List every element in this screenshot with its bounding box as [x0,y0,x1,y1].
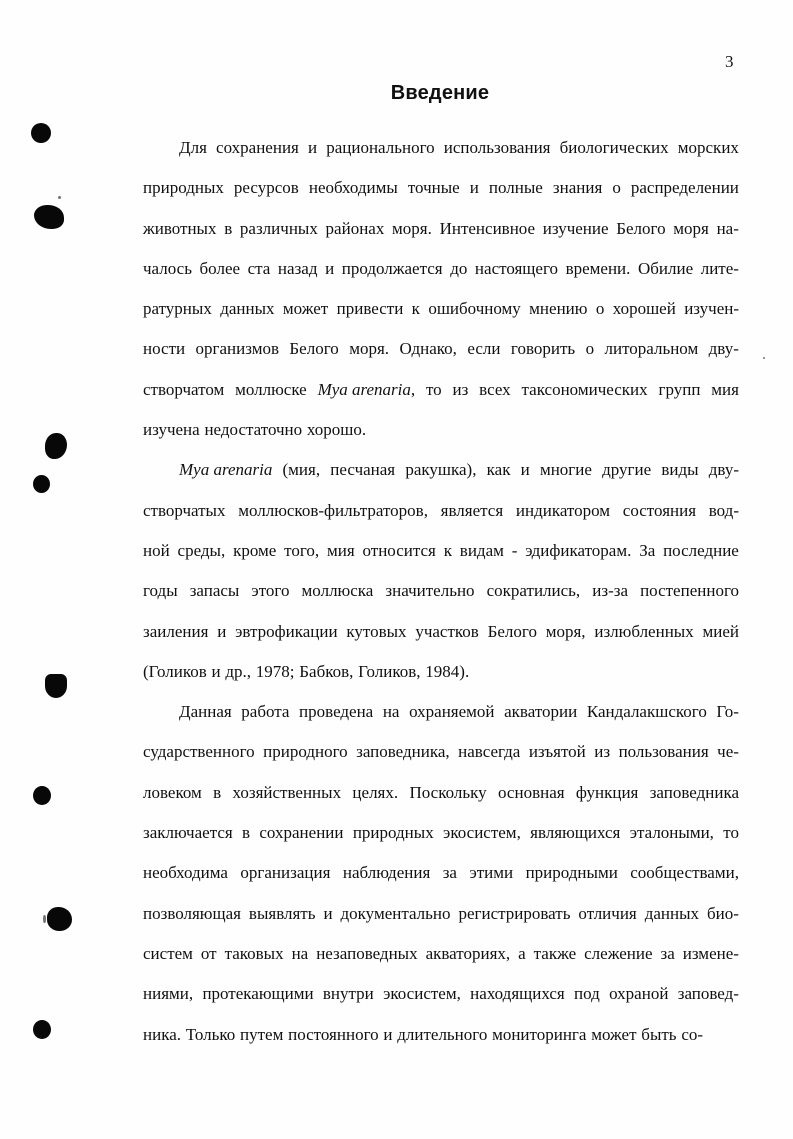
text-line [143,329,739,369]
word: данных [644,903,700,923]
punch-hole-mark [33,475,50,493]
word: Данная [179,702,232,722]
word: годы [143,581,178,601]
scan-speck [58,196,61,199]
word: относится [362,540,436,560]
word: створчатых [143,500,226,520]
word: постепенного [640,581,739,601]
word: состояния [622,500,697,520]
word: мией [702,621,739,641]
word: целях. [352,782,399,802]
word: длительного [397,1024,488,1044]
text-line [143,773,739,813]
text-line [143,934,739,974]
word: сохранения [216,138,299,157]
word: необходимы [308,178,398,198]
word: также [533,943,577,963]
punch-hole-mark [47,907,72,931]
word: отличия [578,903,637,923]
word: и [323,903,333,923]
word: хорошей [612,299,676,319]
word: лите- [700,258,739,278]
word: кроме [233,540,277,560]
word: и [217,621,227,641]
word: изучен- [684,299,739,319]
word: кутовых [346,621,407,641]
word: эдификаторам. [525,540,632,560]
word: моря, [545,621,586,641]
word: охраняемой [409,702,495,722]
word: таковых [224,943,284,963]
word: охраной [609,984,669,1004]
word: ракушка), [405,460,477,480]
word: Го- [716,702,739,722]
word: путем [240,1024,284,1044]
text-line [143,813,739,853]
text-line [143,450,739,490]
word: использования [443,138,551,157]
word: данных [220,299,275,319]
word: видам [459,540,504,560]
word: заповедника, [356,742,450,762]
text-line [143,732,739,772]
word: к [443,540,452,560]
word: может [282,299,329,319]
word: являющихся [530,823,621,843]
punch-hole-mark [34,205,64,229]
word: продолжается [341,258,443,278]
word: ста [247,258,271,278]
word: - [511,540,518,560]
word: хорошо. [306,420,367,440]
word: всех [479,379,511,399]
word: то [723,823,739,843]
word: 1984). [425,661,470,681]
word: другие [602,460,652,480]
word: в [224,218,233,238]
word: проведена [299,702,374,722]
punch-hole-mark [45,674,67,698]
text-line [143,692,739,732]
word: изъятой [528,742,586,762]
word: незаповедных [316,943,418,963]
word: экосистем, [383,984,461,1004]
word: более [199,258,241,278]
word: природного [263,742,348,762]
word: со- [681,1024,704,1044]
word: постоянного [288,1024,379,1044]
word: ниями, [143,984,194,1004]
word: этими [469,863,514,883]
word: позволяющая [143,903,241,923]
word: акватории [504,702,578,722]
word: и [211,661,221,681]
word: говорить [510,339,576,359]
word: навсегда [458,742,521,762]
word: Белого [487,621,537,641]
word: ности [143,339,186,359]
word: документально [340,903,451,923]
word: ловеком [143,782,202,802]
word: че- [717,742,739,762]
word: выявлять [248,903,316,923]
word: створчатом [143,379,225,399]
word: участков [415,621,479,641]
word: заповед- [677,984,739,1004]
word: мнению [529,299,588,319]
word: о [585,339,595,359]
word: систем [143,943,193,963]
text-line [143,894,739,934]
word: мия [326,540,355,560]
word: заповедника [649,782,739,802]
word: а [518,943,526,963]
word: био- [706,903,739,923]
word: мониторинга [492,1024,587,1044]
word: Кандалакшского [586,702,707,722]
word: среды, [177,540,226,560]
text-line [143,571,739,611]
word: чалось [143,258,192,278]
word: групп [658,379,701,399]
scan-speck [763,357,765,359]
word: индикатором [515,500,611,520]
word: из [452,379,469,399]
word: моря [673,218,709,238]
word: и [383,1024,393,1044]
word: биологических [559,138,669,157]
word: Для [179,138,207,157]
word: природными [525,863,618,883]
text-line [143,652,739,692]
word: Белого [616,218,666,238]
punch-hole-mark [33,786,51,805]
word: внутри [322,984,374,1004]
word: мия [711,379,739,399]
word: За [639,540,656,560]
word: знания [552,178,603,198]
word: то [425,379,442,399]
word: времени. [565,258,631,278]
word: распределении [630,178,739,198]
word: недостаточно [204,420,303,440]
punch-hole-mark [31,123,51,143]
word: если [467,339,501,359]
word: животных [143,218,217,238]
text-line [143,491,739,531]
body-text [143,128,739,1055]
word: ной [143,540,170,560]
word: о [612,178,621,198]
word: до [450,258,468,278]
word: сократились, [486,581,581,601]
word: песчаная [330,460,396,480]
word: из-за [592,581,628,601]
word: моря. [392,218,432,238]
word: заиления [143,621,209,641]
word: Только [185,1024,236,1044]
word: привести [336,299,404,319]
word: к [411,299,420,319]
word: Обилие [637,258,694,278]
word: наблюдения [342,863,431,883]
word: Интенсивное [439,218,536,238]
word: излюбленных [594,621,694,641]
word: ресурсов [233,178,299,198]
word: изучена [143,420,200,440]
word: изучение [542,218,609,238]
word: моллюска [301,581,374,601]
word: виды [661,460,699,480]
word: сохранении [259,823,344,843]
text-line [143,209,739,249]
word: ошибочному [428,299,521,319]
word: настоящего [474,258,558,278]
word: Голиков, [358,661,421,681]
word: за [442,863,457,883]
word: Mya arenaria, [317,379,416,399]
word: 1978; [255,661,295,681]
text-line [143,853,739,893]
word: эвтрофикации [235,621,338,641]
text-line [143,370,739,410]
word: организация [240,863,331,883]
word: слежение [584,943,653,963]
word: протекающими [202,984,314,1004]
word: на- [716,218,739,238]
word: Однако, [399,339,457,359]
word: запасы [189,581,240,601]
word: работа [241,702,290,722]
word: и [307,138,318,157]
punch-hole-mark [45,433,67,459]
word: от [200,943,217,963]
text-line [143,249,739,289]
word: природных [143,178,224,198]
word: организмов [195,339,279,359]
word: др., [225,661,252,681]
word: функция [575,782,639,802]
word: того, [284,540,320,560]
word: моллюске [235,379,307,399]
word: дву- [708,339,739,359]
text-line [143,1015,739,1055]
word: последние [663,540,739,560]
word: назад [277,258,318,278]
word: (мия, [282,460,321,480]
word: о [595,299,605,319]
word: в [213,782,222,802]
word: из [594,742,611,762]
word: значительно [385,581,475,601]
word: может [591,1024,637,1044]
word: и [520,460,530,480]
word: заключается [143,823,233,843]
word: основная [498,782,565,802]
word: моря. [349,339,390,359]
word: сударственного [143,742,255,762]
text-line [143,974,739,1014]
word: пользования [618,742,709,762]
word: сообществами, [630,863,739,883]
punch-hole-mark [33,1020,51,1039]
word: находящихся [470,984,565,1004]
word: (Голиков [143,661,207,681]
word: экосистем, [443,823,521,843]
word: вод- [708,500,739,520]
word: природных [352,823,434,843]
word: и [469,178,479,198]
word: точные [407,178,460,198]
word: таксономических [521,379,648,399]
text-line [143,289,739,329]
word: как [486,460,511,480]
word: Поскольку [409,782,487,802]
word: под [574,984,600,1004]
word: быть [641,1024,677,1044]
word: ратурных [143,299,212,319]
word: акваториях, [425,943,511,963]
word: ника. [143,1024,181,1044]
word: этого [251,581,290,601]
word: морских [677,138,739,157]
word: за [660,943,675,963]
word: рационального [326,138,435,157]
word: на [382,702,400,722]
word: литоральном [604,339,699,359]
word: Mya arenaria [179,460,273,480]
word: является [440,500,504,520]
text-line [143,531,739,571]
scan-speck [43,915,46,923]
word: Бабков, [299,661,354,681]
text-line [143,410,739,450]
word: многие [539,460,592,480]
word: необходима [143,863,228,883]
word: хозяйственных [232,782,342,802]
word: и [325,258,335,278]
text-line [143,168,739,208]
word: на [291,943,309,963]
word: моллюсков-фильтраторов, [238,500,428,520]
page-title: Введение [390,82,490,104]
word: полные [488,178,543,198]
word: регистрировать [458,903,571,923]
word: в [242,823,251,843]
word: районах [325,218,385,238]
text-line [143,612,739,652]
word: Белого [289,339,339,359]
word: измене- [682,943,739,963]
word: различных [239,218,318,238]
word: эталоными, [629,823,714,843]
word: дву- [708,460,739,480]
page-number: 3 [725,52,734,71]
text-line [143,128,739,168]
